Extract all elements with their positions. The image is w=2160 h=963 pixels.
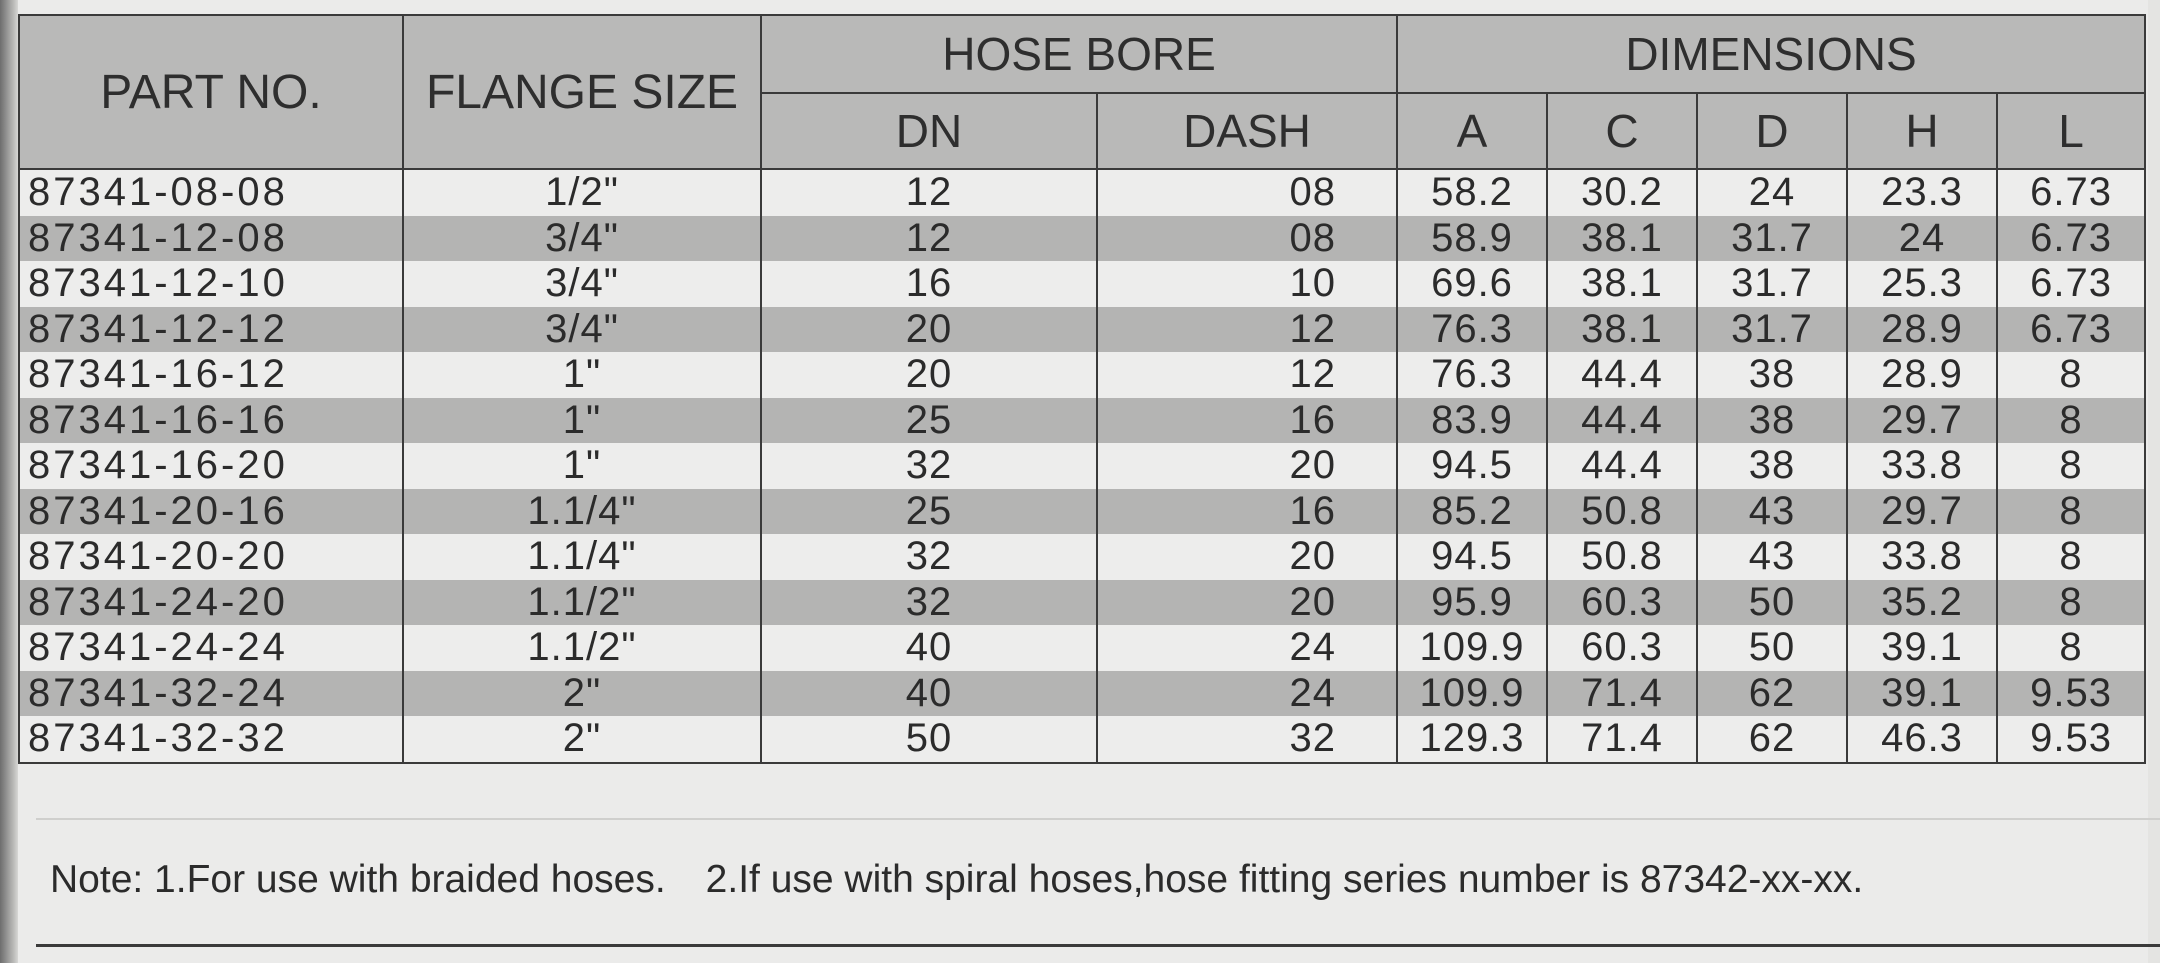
header-dim-a: A bbox=[1397, 93, 1547, 169]
table-row bbox=[19, 352, 2145, 398]
cell-dim-l: 8 bbox=[1997, 352, 2145, 398]
cell-flange-size: 1" bbox=[403, 352, 761, 398]
cell-dim-h: 25.3 bbox=[1847, 261, 1997, 307]
cell-dash: 20 bbox=[1097, 443, 1397, 489]
cell-dash: 16 bbox=[1097, 489, 1397, 535]
table-body bbox=[19, 169, 2145, 763]
table-header bbox=[19, 15, 2145, 169]
cell-part-no: 87341-20-20 bbox=[19, 534, 403, 580]
footnote-braided: Note: 1.For use with braided hoses. bbox=[50, 858, 666, 901]
cell-dim-l: 6.73 bbox=[1997, 169, 2145, 216]
cell-flange-size: 1/2" bbox=[403, 169, 761, 216]
cell-dim-l: 6.73 bbox=[1997, 307, 2145, 353]
cell-dim-d: 62 bbox=[1697, 716, 1847, 763]
catalog-sheet bbox=[18, 0, 2148, 963]
cell-dim-d: 50 bbox=[1697, 625, 1847, 671]
table-row bbox=[19, 625, 2145, 671]
table-row bbox=[19, 671, 2145, 717]
cell-dn: 16 bbox=[761, 261, 1097, 307]
cell-dim-h: 35.2 bbox=[1847, 580, 1997, 626]
cell-dim-c: 38.1 bbox=[1547, 307, 1697, 353]
cell-part-no: 87341-24-20 bbox=[19, 580, 403, 626]
page-binding-edge bbox=[0, 0, 20, 963]
header-dash: DASH bbox=[1097, 93, 1397, 169]
cell-dash: 32 bbox=[1097, 716, 1397, 763]
cell-part-no: 87341-08-08 bbox=[19, 169, 403, 216]
table-row bbox=[19, 307, 2145, 353]
header-dim-l: L bbox=[1997, 93, 2145, 169]
cell-dim-c: 38.1 bbox=[1547, 216, 1697, 262]
cell-flange-size: 1.1/2" bbox=[403, 625, 761, 671]
cell-dim-a: 94.5 bbox=[1397, 443, 1547, 489]
header-dim-h: H bbox=[1847, 93, 1997, 169]
cell-dim-a: 69.6 bbox=[1397, 261, 1547, 307]
table-row bbox=[19, 398, 2145, 444]
cell-dim-c: 71.4 bbox=[1547, 671, 1697, 717]
cell-dim-l: 8 bbox=[1997, 443, 2145, 489]
cell-dim-a: 83.9 bbox=[1397, 398, 1547, 444]
cell-part-no: 87341-12-08 bbox=[19, 216, 403, 262]
cell-dim-l: 9.53 bbox=[1997, 671, 2145, 717]
note-divider bbox=[36, 818, 2160, 820]
cell-dim-h: 29.7 bbox=[1847, 398, 1997, 444]
cell-dim-c: 38.1 bbox=[1547, 261, 1697, 307]
cell-dim-l: 8 bbox=[1997, 625, 2145, 671]
table-row bbox=[19, 489, 2145, 535]
footnote-spiral: 2.If use with spiral hoses,hose fitting series number is 87342-xx-xx. bbox=[705, 858, 1864, 901]
cell-part-no: 87341-32-32 bbox=[19, 716, 403, 763]
cell-dim-l: 9.53 bbox=[1997, 716, 2145, 763]
cell-dim-l: 6.73 bbox=[1997, 261, 2145, 307]
cell-part-no: 87341-12-10 bbox=[19, 261, 403, 307]
table-row bbox=[19, 216, 2145, 262]
header-dn: DN bbox=[761, 93, 1097, 169]
cell-dash: 08 bbox=[1097, 216, 1397, 262]
cell-dash: 20 bbox=[1097, 534, 1397, 580]
cell-flange-size: 1" bbox=[403, 398, 761, 444]
cell-dim-a: 76.3 bbox=[1397, 307, 1547, 353]
cell-part-no: 87341-16-16 bbox=[19, 398, 403, 444]
cell-dn: 12 bbox=[761, 169, 1097, 216]
cell-dim-a: 109.9 bbox=[1397, 671, 1547, 717]
cell-dn: 50 bbox=[761, 716, 1097, 763]
cell-dn: 32 bbox=[761, 443, 1097, 489]
cell-dim-l: 8 bbox=[1997, 398, 2145, 444]
cell-dim-l: 8 bbox=[1997, 534, 2145, 580]
cell-dim-d: 43 bbox=[1697, 534, 1847, 580]
cell-dn: 25 bbox=[761, 398, 1097, 444]
cell-dim-h: 28.9 bbox=[1847, 307, 1997, 353]
cell-dim-c: 60.3 bbox=[1547, 580, 1697, 626]
cell-flange-size: 1.1/2" bbox=[403, 580, 761, 626]
cell-dash: 16 bbox=[1097, 398, 1397, 444]
header-dim-d: D bbox=[1697, 93, 1847, 169]
cell-flange-size: 3/4" bbox=[403, 307, 761, 353]
cell-dim-l: 6.73 bbox=[1997, 216, 2145, 262]
cell-part-no: 87341-16-20 bbox=[19, 443, 403, 489]
cell-dim-a: 129.3 bbox=[1397, 716, 1547, 763]
cell-dim-d: 31.7 bbox=[1697, 216, 1847, 262]
table-row bbox=[19, 716, 2145, 763]
cell-dim-h: 33.8 bbox=[1847, 534, 1997, 580]
cell-flange-size: 2" bbox=[403, 671, 761, 717]
cell-dn: 20 bbox=[761, 307, 1097, 353]
cell-dim-a: 109.9 bbox=[1397, 625, 1547, 671]
cell-dim-l: 8 bbox=[1997, 580, 2145, 626]
cell-dim-d: 62 bbox=[1697, 671, 1847, 717]
header-flange-size: FLANGE SIZE bbox=[403, 15, 761, 169]
cell-dim-a: 85.2 bbox=[1397, 489, 1547, 535]
table-row bbox=[19, 580, 2145, 626]
cell-dash: 24 bbox=[1097, 671, 1397, 717]
table-row bbox=[19, 534, 2145, 580]
cell-dim-h: 39.1 bbox=[1847, 625, 1997, 671]
cell-dim-c: 30.2 bbox=[1547, 169, 1697, 216]
cell-dim-d: 38 bbox=[1697, 352, 1847, 398]
cell-dim-h: 29.7 bbox=[1847, 489, 1997, 535]
cell-flange-size: 2" bbox=[403, 716, 761, 763]
cell-part-no: 87341-32-24 bbox=[19, 671, 403, 717]
cell-dim-c: 60.3 bbox=[1547, 625, 1697, 671]
cell-dim-h: 39.1 bbox=[1847, 671, 1997, 717]
cell-part-no: 87341-16-12 bbox=[19, 352, 403, 398]
hose-fitting-spec-table bbox=[18, 14, 2146, 764]
cell-dim-d: 50 bbox=[1697, 580, 1847, 626]
footnote bbox=[50, 858, 1903, 902]
cell-dim-h: 33.8 bbox=[1847, 443, 1997, 489]
cell-dim-l: 8 bbox=[1997, 489, 2145, 535]
cell-dn: 25 bbox=[761, 489, 1097, 535]
cell-flange-size: 1.1/4" bbox=[403, 489, 761, 535]
cell-dash: 20 bbox=[1097, 580, 1397, 626]
cell-dim-h: 24 bbox=[1847, 216, 1997, 262]
cell-dim-c: 50.8 bbox=[1547, 489, 1697, 535]
cell-dn: 32 bbox=[761, 534, 1097, 580]
cell-flange-size: 1.1/4" bbox=[403, 534, 761, 580]
cell-dim-d: 24 bbox=[1697, 169, 1847, 216]
cell-dim-c: 44.4 bbox=[1547, 398, 1697, 444]
cell-dim-a: 76.3 bbox=[1397, 352, 1547, 398]
cell-dn: 40 bbox=[761, 671, 1097, 717]
cell-dim-c: 44.4 bbox=[1547, 443, 1697, 489]
table-row bbox=[19, 169, 2145, 216]
cell-part-no: 87341-24-24 bbox=[19, 625, 403, 671]
cell-dim-a: 95.9 bbox=[1397, 580, 1547, 626]
cell-dash: 10 bbox=[1097, 261, 1397, 307]
cell-part-no: 87341-12-12 bbox=[19, 307, 403, 353]
cell-flange-size: 3/4" bbox=[403, 216, 761, 262]
header-hose-bore: HOSE BORE bbox=[761, 15, 1397, 93]
cell-dash: 24 bbox=[1097, 625, 1397, 671]
cell-dn: 20 bbox=[761, 352, 1097, 398]
header-dim-c: C bbox=[1547, 93, 1697, 169]
cell-dn: 12 bbox=[761, 216, 1097, 262]
table-row bbox=[19, 443, 2145, 489]
header-part-no: PART NO. bbox=[19, 15, 403, 169]
cell-dash: 12 bbox=[1097, 307, 1397, 353]
cell-dim-a: 58.9 bbox=[1397, 216, 1547, 262]
cell-dim-d: 38 bbox=[1697, 443, 1847, 489]
cell-dn: 32 bbox=[761, 580, 1097, 626]
cell-dim-c: 71.4 bbox=[1547, 716, 1697, 763]
cell-dim-d: 31.7 bbox=[1697, 261, 1847, 307]
cell-part-no: 87341-20-16 bbox=[19, 489, 403, 535]
cell-dash: 08 bbox=[1097, 169, 1397, 216]
cell-dim-c: 44.4 bbox=[1547, 352, 1697, 398]
cell-dim-d: 31.7 bbox=[1697, 307, 1847, 353]
table-row bbox=[19, 261, 2145, 307]
bottom-rule bbox=[36, 944, 2160, 947]
cell-dim-a: 58.2 bbox=[1397, 169, 1547, 216]
cell-dim-h: 46.3 bbox=[1847, 716, 1997, 763]
cell-dim-h: 28.9 bbox=[1847, 352, 1997, 398]
cell-dn: 40 bbox=[761, 625, 1097, 671]
header-dimensions: DIMENSIONS bbox=[1397, 15, 2145, 93]
cell-dim-a: 94.5 bbox=[1397, 534, 1547, 580]
cell-flange-size: 1" bbox=[403, 443, 761, 489]
cell-dash: 12 bbox=[1097, 352, 1397, 398]
cell-dim-d: 38 bbox=[1697, 398, 1847, 444]
cell-dim-d: 43 bbox=[1697, 489, 1847, 535]
cell-flange-size: 3/4" bbox=[403, 261, 761, 307]
cell-dim-c: 50.8 bbox=[1547, 534, 1697, 580]
cell-dim-h: 23.3 bbox=[1847, 169, 1997, 216]
